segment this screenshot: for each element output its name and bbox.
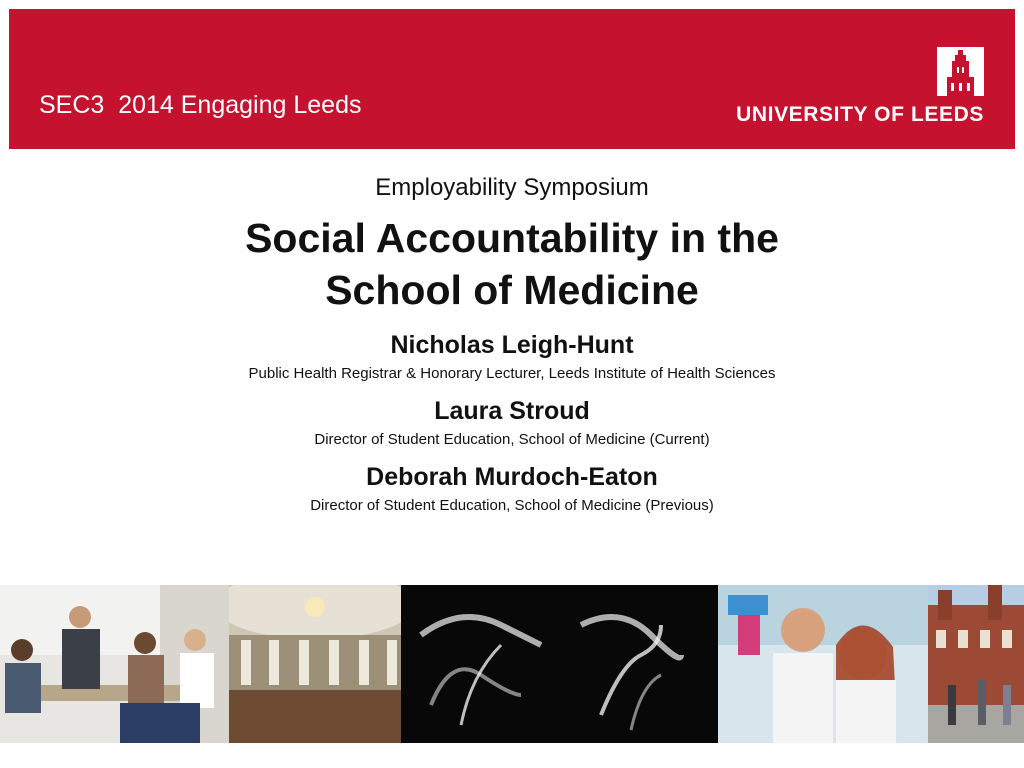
photo-strip — [0, 585, 1024, 743]
university-logo-text: UNIVERSITY OF LEEDS — [736, 103, 984, 126]
header-title: SEC3 2014 Engaging Leeds — [39, 91, 362, 119]
speaker-role: Director of Student Education, School of Medicine (Current) — [314, 431, 710, 448]
speaker-block — [0, 328, 1024, 384]
speaker-role: Director of Student Education, School of Medicine (Previous) — [310, 497, 714, 514]
slide-content — [0, 170, 1024, 516]
dance-photo — [401, 585, 718, 743]
speaker-name: Nicholas Leigh-Hunt — [390, 331, 634, 359]
laboratory-photo — [718, 585, 928, 743]
speaker-name: Laura Stroud — [434, 397, 590, 425]
library-photo — [229, 585, 401, 743]
title-line-1: Social Accountability in the — [245, 215, 779, 261]
campus-photo — [928, 585, 1024, 743]
title-line-2: School of Medicine — [325, 267, 699, 313]
speaker-role: Public Health Registrar & Honorary Lecturer, Leeds Institute of Health Sciences — [248, 365, 776, 382]
university-crest-icon — [937, 47, 984, 96]
speaker-block — [0, 460, 1024, 516]
event-name: Employability Symposium — [375, 174, 649, 201]
header-banner — [9, 9, 1015, 149]
classroom-photo — [0, 585, 229, 743]
slide-title — [0, 212, 1024, 316]
speaker-block — [0, 394, 1024, 450]
speaker-name: Deborah Murdoch-Eaton — [366, 463, 658, 491]
